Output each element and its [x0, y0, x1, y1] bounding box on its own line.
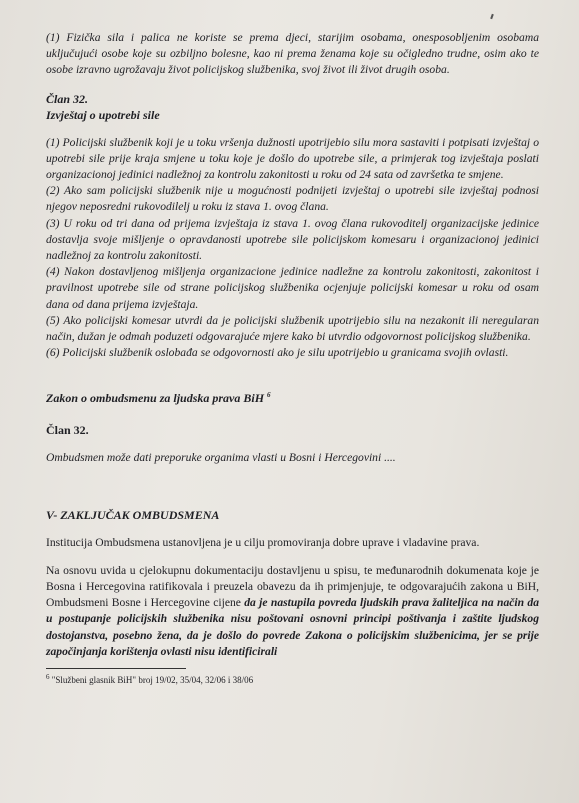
- intro-paragraph: (1) Fizička sila i palica ne koriste se prema djeci, starijim osobama, onesposobljenim osobama uključujući osobe koje su ozbiljno bolesne, kao ni prema ženama koje su očigledno trudne, osim ako te osobe izravno ugrožavaju život policijskog službenika, svoj život ili život drugih osoba.: [46, 31, 539, 77]
- footnote-text: "Službeni glasnik BiH" broj 19/02, 35/04, 32/06 i 38/06: [49, 675, 254, 686]
- conclusion-paragraph-2: [46, 563, 539, 660]
- article-item: (2) Ako sam policijski službenik nije u mogućnosti podnijeti izvještaj o upotrebi sile izvještaj podnosi njegov neposredni rukovodilelj u roku iz stava 1. ovog člana.: [46, 184, 539, 214]
- law-article-text: Ombudsmen može dati preporuke organima vlasti u Bosni i Hercegovini ....: [46, 451, 396, 465]
- footnote: [46, 671, 539, 686]
- article-item: (4) Nakon dostavljenog mišljenja organizacione jedinice nadležne za kontrolu zakonitosti, zakonitost i pravilnost upotrebe sile od strane policijskog službenika ocjenjuje policijski komesar u roku od osam dana od dana prijema izvještaja.: [46, 265, 539, 311]
- article-32-title: Član 32.: [46, 91, 89, 106]
- article-item: (6) Policijski službenik oslobađa se odgovornosti ako je silu upotrijebio u granicama svojih ovlasti.: [46, 346, 509, 360]
- footnote-reference: 6: [267, 391, 271, 400]
- law-title-text: Zakon o ombudsmenu za ljudska prava BiH: [46, 391, 265, 406]
- law-article-title: Član 32.: [46, 423, 89, 438]
- article-item: (3) U roku od tri dana od prijema izvještaja iz stava 1. ovog člana rukovoditelj organizacijske jedinice dostavlja svoje mišljenje o opravdanosti upotrebe sile policijskom komesaru i organizacionoj jedinici nadležnoj za kontrolu zakonitosti.: [46, 216, 539, 263]
- article-item: (5) Ako policijski komesar utvrdi da je policijski službenik upotrijebio silu na nezakonit ili neregularan način, dužan je odmah poduzeti odgovarajuće mjere kako bi utvrdio odgovornost policijskog službenika.: [46, 313, 539, 344]
- footnote-divider: [46, 668, 186, 669]
- conclusion-normal-text: Na osnovu uvida u cjelokupnu dokumentaciju dostavljenu u spisu, te međunarodnih dokumenata koje je Bosna i Hercegovina ratifikovala i preuzela obavezu da ih primjenjuje, te odgovarajućih zakona u BiH, Ombudsmeni Bosne i Hercegovine cijene: [46, 563, 539, 610]
- article-item: (1) Policijski službenik koji je u toku vršenja dužnosti upotrijebio silu mora sastaviti i potpisati izvještaj o upotrebi sile prije kraja smjene u toku koje je došlo do upotrebe sile, a primjerak tog izvještaja poslati organizacionoj jedinici nadležnoj za kontrolu zakonitosti u roku od 24 sata od završetka te smjene.: [46, 135, 539, 182]
- section-title: V- ZAKLJUČAK OMBUDSMENA: [46, 507, 220, 522]
- article-32-subtitle: Izvještaj o upotrebi sile: [46, 107, 160, 122]
- footnote-number: 6: [46, 673, 50, 682]
- law-title: [46, 387, 539, 406]
- conclusion-paragraph-1: Institucija Ombudsmena ustanovljena je u cilju promoviranja dobre uprave i vladavine prava.: [46, 535, 480, 549]
- ink-mark: [490, 14, 494, 19]
- conclusion-bold-text: da je nastupila povreda ljudskih prava žaliteljica na način da u postupanje policijskih službenika nisu poštovani osnovni principi poštivanja i zaštite ljudskog dostojanstva, posebno žena, da je došlo do povrede Zakona o policijskim službenicima, jer se prije započinjanja korištenja ovlasti nisu identificirali: [46, 596, 539, 658]
- article-32-items: [46, 135, 539, 362]
